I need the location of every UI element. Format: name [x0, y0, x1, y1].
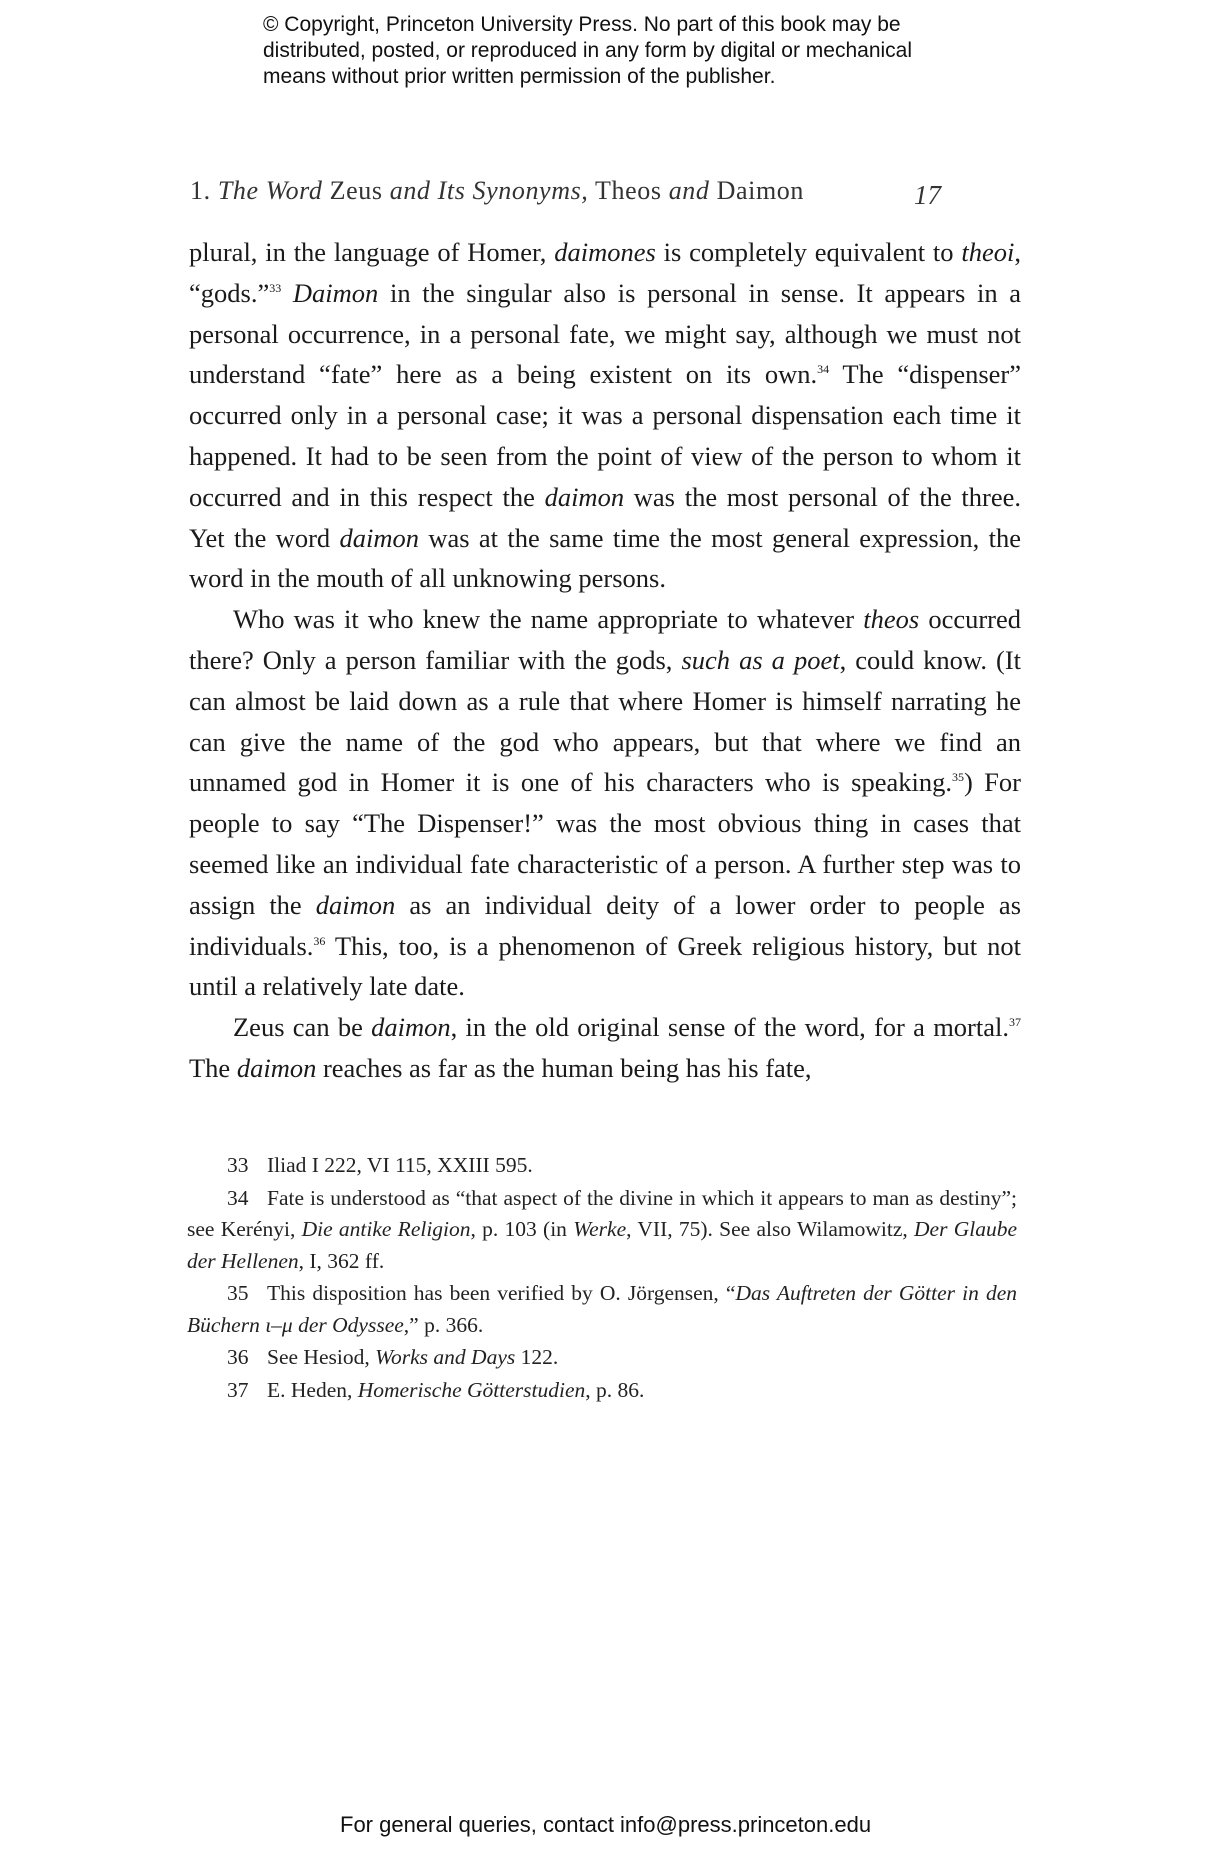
footnote-ref: 35 [951, 770, 964, 785]
footnote-33: 33 Iliad I 222, VI 115, XXIII 595. [227, 1153, 533, 1177]
footer-contact: For general queries, contact info@press.princeton.edu [340, 1812, 872, 1837]
footnote-ref: 33 [269, 280, 282, 295]
copyright-line: distributed, posted, or reproduced in any form by digital or mechanical [263, 39, 913, 62]
paragraph: Who was it who knew the name appropriate to whatever theos occurred there? Only a person familiar with the gods, such as a poet, could know. (It can almost be laid down as a rule that where Homer is himself narrating he can give the name of the god who appears, but that where we find an unnamed god in Homer it is one of his characters who is speaking.$^{35}$) For people to say “The Dispenser!” was the most obvious thing in cases that seemed like an individual fate characteristic of a person. A further step was to assign the daimon as an individual deity of a lower order to people as individuals.$^{36}$ This, too, is a phenomenon of Greek religious history, but not until a relatively late date. [189, 604, 1022, 1002]
footnotes [187, 1150, 1017, 1407]
paragraph: plural, in the language of Homer, daimones is completely equivalent to theoi, “gods.”$^{33}$ Daimon in the singular also is personal in sense. It appears in a personal occurrence, in a personal fate, we might say, although we must not understand “fate” here as a being existent on its own.$^{34}$ The “dispenser” occurred only in a personal case; it was a personal dispensation each time it happened. It had to be seen from the point of view of the person to whom it occurred and in this respect the daimon was the most personal of the three. Yet the word daimon was at the same time the most general expression, the word in the mouth of all unknowing persons. [189, 237, 1022, 594]
running-head: 1. The Word Zeus and Its Synonyms, Theos and Daimon [190, 176, 804, 205]
copyright-line: means without prior written permission of the publisher. [263, 65, 776, 88]
copyright-line: © Copyright, Princeton University Press. No part of this book may be [263, 13, 901, 36]
copyright-notice [263, 12, 1023, 90]
footnote-37: 37 E. Heden, Homerische Götterstudien, p. 86. [227, 1377, 645, 1402]
footnote-ref: 37 [1009, 1015, 1021, 1030]
footnote-35: 35 This disposition has been verified by O. Jörgensen, “Das Auftreten der Götter in den Büchern ι–μ der Odyssee,” p. 366. [187, 1281, 1017, 1337]
paragraph: Zeus can be daimon, in the old original sense of the word, for a mortal.$^{37}$ The daimon reaches as far as the human being has his fate, [189, 1012, 1021, 1083]
page-number: 17 [914, 180, 941, 210]
body-text [189, 232, 1021, 1089]
footnote-ref: 34 [817, 362, 830, 377]
footnote-36: 36 See Hesiod, Works and Days 122. [227, 1345, 559, 1369]
chapter-number: 1. [190, 176, 211, 205]
footnote-ref: 36 [313, 933, 326, 948]
footnote-34: 34 Fate is understood as “that aspect of the divine in which it appears to man as destiny”; see Kerényi, Die antike Religion, p. 103 (in Werke, VII, 75). See also Wilamowitz, Der Glaube der Hellenen, I, 362 ff. [187, 1185, 1017, 1273]
